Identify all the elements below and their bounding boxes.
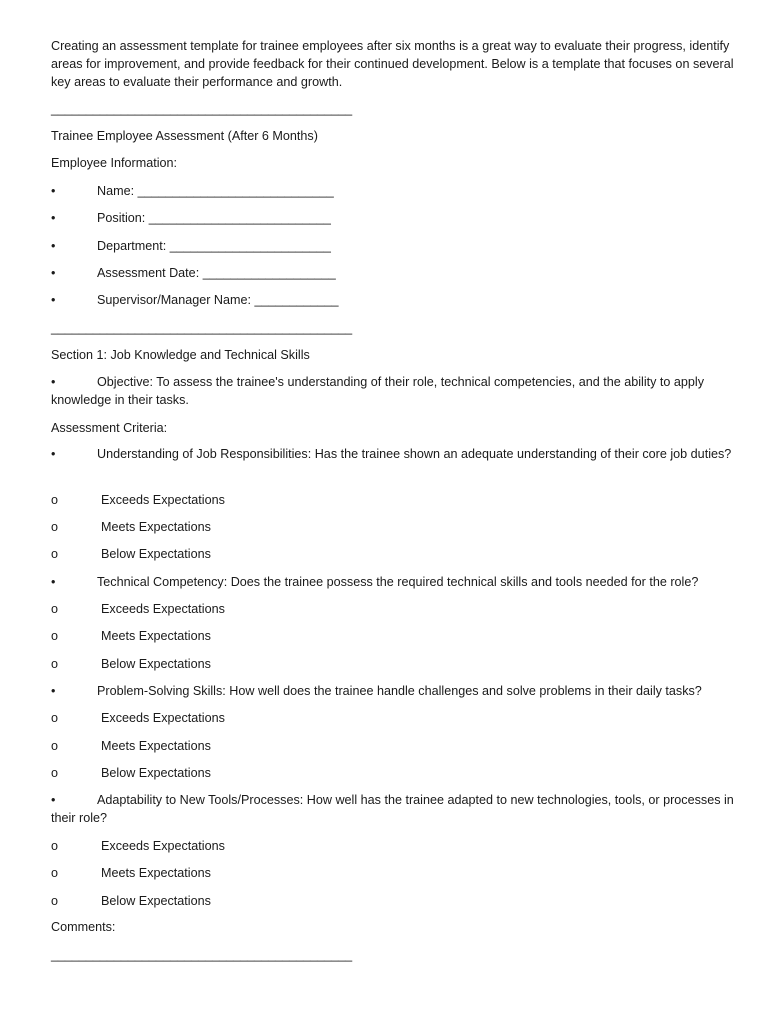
bullet-icon: • <box>51 375 56 389</box>
option-marker-icon: o <box>51 657 59 671</box>
divider-rule: ___________________________________________ <box>51 321 353 335</box>
criteria-heading: Assessment Criteria: <box>51 421 168 435</box>
option-marker-icon: o <box>51 866 59 880</box>
option-marker-icon: o <box>51 711 59 725</box>
rating-option: Exceeds Expectations <box>101 493 225 507</box>
bullet-icon: • <box>51 239 56 253</box>
rating-option: Below Expectations <box>101 894 211 908</box>
rating-option: Below Expectations <box>101 657 211 671</box>
supervisor-name-field: Supervisor/Manager Name: ____________ <box>97 293 339 307</box>
option-marker-icon: o <box>51 547 59 561</box>
comments-label: Comments: <box>51 920 116 934</box>
bullet-icon: • <box>51 575 56 589</box>
criterion-text: Problem-Solving Skills: How well does the trainee handle challenges and solve problems in their daily tasks? <box>97 684 702 698</box>
criterion-item <box>51 573 698 591</box>
option-marker-icon: o <box>51 894 59 908</box>
name-field: Name: ____________________________ <box>97 184 334 198</box>
bullet-icon: • <box>51 266 56 280</box>
option-marker-icon: o <box>51 629 59 643</box>
objective-item <box>51 373 741 409</box>
section-heading: Section 1: Job Knowledge and Technical Skills <box>51 348 310 362</box>
comments-rule: ___________________________________________ <box>51 948 353 962</box>
criterion-item <box>51 791 741 827</box>
position-field: Position: __________________________ <box>97 211 331 225</box>
option-marker-icon: o <box>51 739 59 753</box>
bullet-icon: • <box>51 184 56 198</box>
divider-rule: ___________________________________________ <box>51 102 353 116</box>
rating-option: Exceeds Expectations <box>101 839 225 853</box>
assessment-date-field: Assessment Date: ___________________ <box>97 266 336 280</box>
rating-option: Exceeds Expectations <box>101 602 225 616</box>
criterion-text: Technical Competency: Does the trainee possess the required technical skills and tools needed for the role? <box>97 575 699 589</box>
bullet-icon: • <box>51 447 56 461</box>
intro-paragraph: Creating an assessment template for trainee employees after six months is a great way to evaluate their progress, identify areas for improvement, and provide feedback for their continued development. Below is a template that focuses on several key areas to evaluate their performance and growth. <box>51 39 734 89</box>
option-marker-icon: o <box>51 602 59 616</box>
employee-info-heading: Employee Information: <box>51 156 177 170</box>
rating-option: Meets Expectations <box>101 520 211 534</box>
criterion-text: Adaptability to New Tools/Processes: How well has the trainee adapted to new technologies, tools, or processes in their role? <box>51 793 734 825</box>
rating-option: Exceeds Expectations <box>101 711 225 725</box>
bullet-icon: • <box>51 211 56 225</box>
option-marker-icon: o <box>51 493 59 507</box>
rating-option: Below Expectations <box>101 766 211 780</box>
option-marker-icon: o <box>51 839 59 853</box>
criterion-item <box>51 682 702 700</box>
rating-option: Meets Expectations <box>101 866 211 880</box>
document-title: Trainee Employee Assessment (After 6 Months) <box>51 129 318 143</box>
criterion-item <box>51 445 741 463</box>
bullet-icon: • <box>51 793 56 807</box>
rating-option: Meets Expectations <box>101 629 211 643</box>
rating-option: Meets Expectations <box>101 739 211 753</box>
rating-option: Below Expectations <box>101 547 211 561</box>
option-marker-icon: o <box>51 520 59 534</box>
option-marker-icon: o <box>51 766 59 780</box>
objective-text: Objective: To assess the trainee's understanding of their role, technical competencies, and the ability to apply knowledge in their tasks. <box>51 375 705 407</box>
bullet-icon: • <box>51 684 56 698</box>
criterion-text: Understanding of Job Responsibilities: Has the trainee shown an adequate understanding of their core job duties? <box>97 447 732 461</box>
department-field: Department: _______________________ <box>97 239 331 253</box>
bullet-icon: • <box>51 293 56 307</box>
